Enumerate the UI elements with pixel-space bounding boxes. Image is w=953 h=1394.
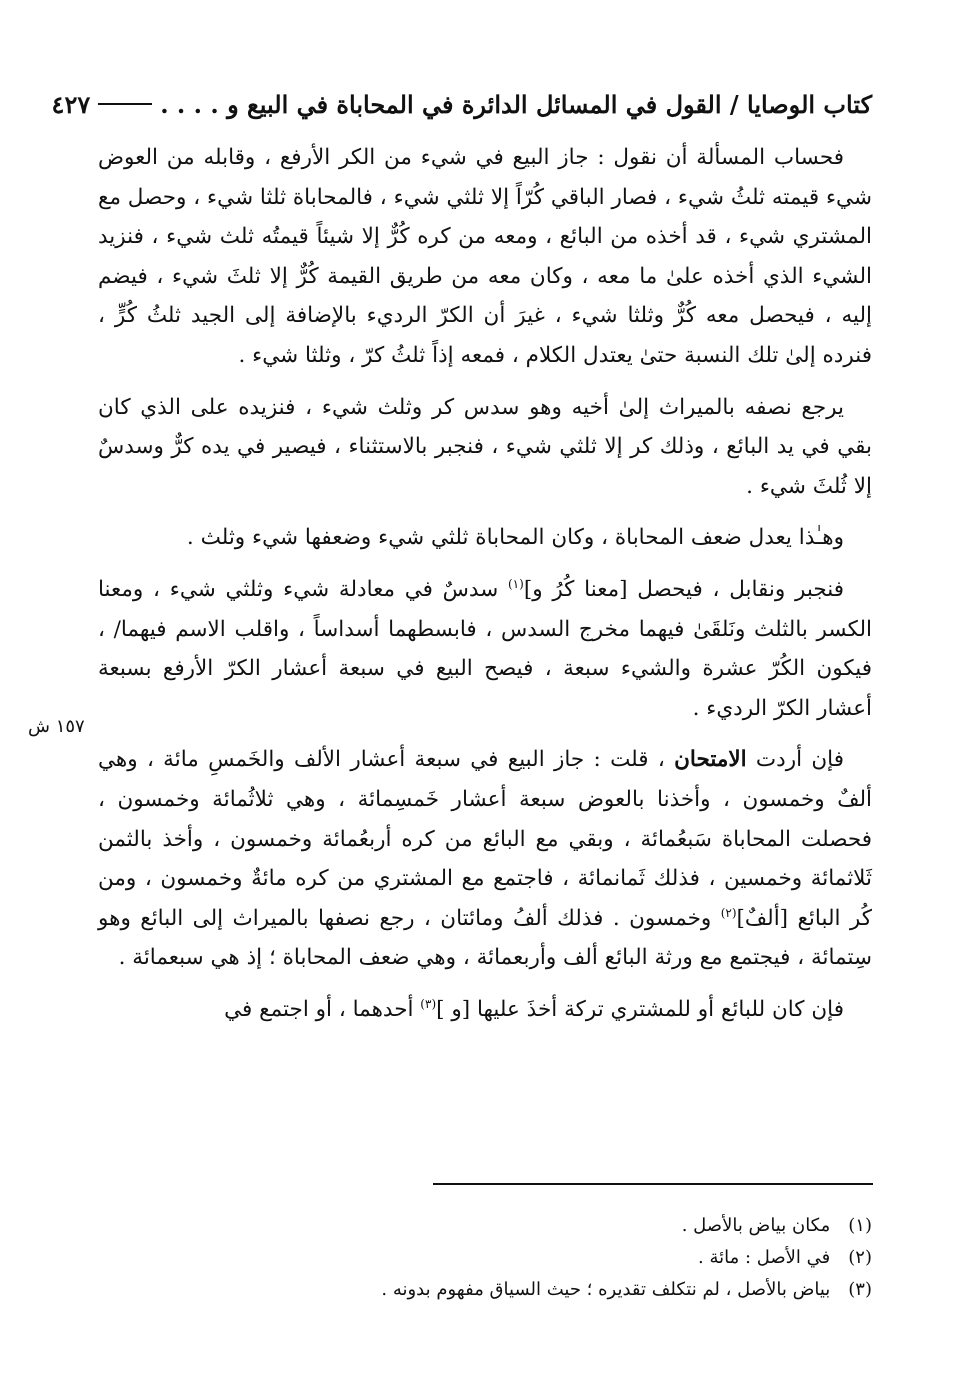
emphasized-term: الامتحان xyxy=(674,747,747,773)
paragraph xyxy=(98,990,872,1030)
footnote-number: (٣) xyxy=(848,1279,872,1300)
page-number: ٤٢٧ xyxy=(51,89,91,119)
paragraph xyxy=(98,740,872,978)
footnote-text: في الأصل : مائة . xyxy=(698,1247,831,1268)
footnote xyxy=(200,1274,872,1306)
body-text xyxy=(98,138,872,1029)
running-header-title: كتاب الوصايا / القول في المسائل الدائرة في المحاباة في البيع و . . . . xyxy=(160,89,872,119)
paragraph-text: وهـٰذا يعدل ضعف المحاباة ، وكان المحاباة ثلثي شيء وضعفها شيء وثلث . xyxy=(186,525,844,551)
paragraph xyxy=(98,570,872,728)
page-header xyxy=(51,84,872,124)
paragraph-text: فإن كان للبائع أو للمشتري تركة أخذَ عليها [و ] xyxy=(436,996,844,1022)
margin-folio-note: ١٥٧ ش xyxy=(28,716,85,737)
paragraph-text: أحدهما ، أو اجتمع في xyxy=(224,996,421,1022)
footnote xyxy=(200,1210,872,1242)
footnote-marker: (٢) xyxy=(720,905,737,920)
paragraph xyxy=(98,518,872,558)
paragraph-text: فنجبر ونقابل ، فيحصل [معنا كُرُ و] xyxy=(523,576,844,602)
paragraph xyxy=(98,138,872,376)
header-rule xyxy=(98,103,152,105)
footnote-number: (٢) xyxy=(848,1247,872,1268)
paragraph-text: سدسٌ في معادلة شيء وثلثي شيء ، ومعنا الكسر بالثلث ونَلقَىٰ فيهما مخرج السدس ، فابسطهما أسداساً ، واقلب الاسم فيهما/ ، فيكون الكُرّ عشرة والشيء سبعة ، فيصح البيع في سبعة أعشار الكرّ الأرفع بسبعة أعشار الكرّ الرديء . xyxy=(98,576,872,721)
paragraph-text: ، قلت : جاز البيع في سبعة أعشار الألف والخَمسِ مائة ، وهي ألفٌ وخمسون ، وأخذنا بالعوض سبعة أعشار خَمسِمائة ، وهي ثلاثُمائة وخمسون ، فحصلت المحاباة سَبعُمائة ، وبقي مع البائع من كره أربعُمائة وخمسون ، وأخذ بالثمن ثَلاثمائة وخمسين ، فذلك ثَمانمائة ، فاجتمع مع المشتري من كره مائةٌ وخمسون ، ومن كُر البائع [ألفٌ] xyxy=(98,747,872,931)
footnote-marker: (١) xyxy=(507,576,524,591)
footnote xyxy=(200,1242,872,1274)
paragraph-text: يرجع نصفه بالميراث إلىٰ أخيه وهو سدس كر وثلث شيء ، فنزيده على الذي كان بقي في يد البائع ، وذلك كر إلا ثلثي شيء ، فنجبر بالاستثناء ، فيصير في يده كرٌّ وسدسٌ إلا ثُلثَ شيء . xyxy=(98,394,872,499)
footnote-text: بياض بالأصل ، لم نتكلف تقديره ؛ حيث السياق مفهوم بدونه . xyxy=(381,1279,831,1300)
footnote-marker: (٣) xyxy=(420,996,437,1011)
paragraph-text: فحساب المسألة أن نقول : جاز البيع في شيء من الكر الأرفع ، وقابله من العوض شيء قيمته ثلثُ شيء ، فصار الباقي كُرّاً إلا ثلثي شيء ، فالمحاباة ثلثا شيء ، وحصل مع المشتري شيء ، قد أخذه من البائع ، ومعه من كره كُرٌّ إلا شيئاً قيمتُه ثلث شيء ، فنزيد الشيء الذي أخذه علىٰ ما معه ، وكان معه من طريق القيمة كُرٌّ إلا ثلثَ شيء ، فيضم إليه ، فيحصل معه كُرٌّ وثلثا شيء ، غيرَ أن الكرّ الرديء بالإضافة إلى الجيد ثلثُ كُرٍّ ، فنرده إلىٰ تلك النسبة حتىٰ يعتدل الكلام ، فمعه إذاً ثلثُ كرّ ، وثلثا شيء . xyxy=(98,145,872,368)
paragraph-text: وخمسون . فذلك ألفُ ومائتان ، رجع نصفها بالميراث إلى البائع وهو سِتمائة ، فيجتمع مع ورثة البائع ألف وأربعمائة ، وهي ضعف المحاباة ؛ إذ هي سبعمائة . xyxy=(98,905,872,971)
footnotes xyxy=(200,1210,872,1306)
paragraph-text: فإن أردت xyxy=(746,747,844,773)
footnote-text: مكان بياض بالأصل . xyxy=(681,1215,831,1236)
paragraph xyxy=(98,388,872,507)
footnote-number: (١) xyxy=(848,1215,872,1236)
footnote-rule xyxy=(433,1183,873,1185)
